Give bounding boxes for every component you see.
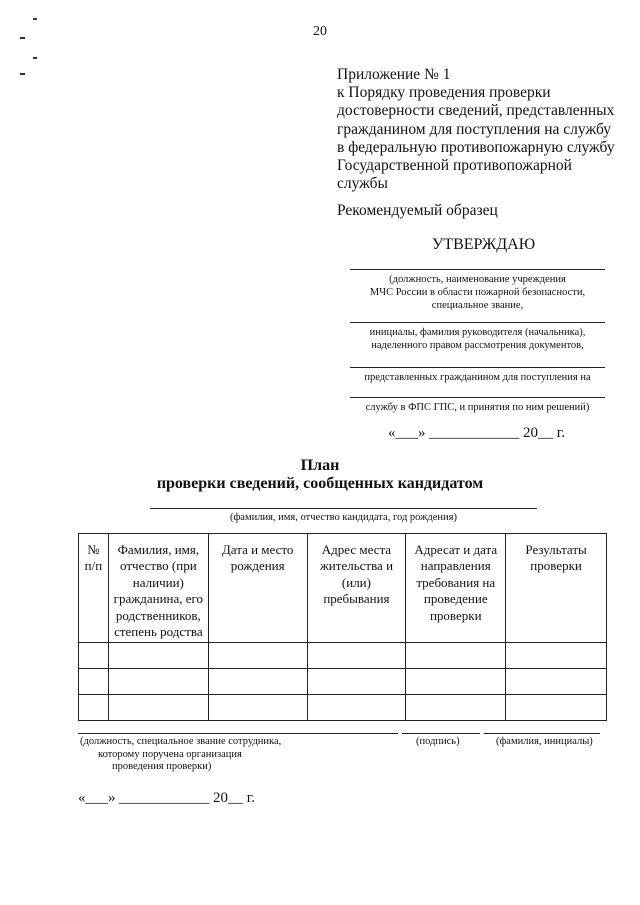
candidate-caption: (фамилия, имя, отчество кандидата, год рождения) [230, 512, 457, 523]
table-cell [208, 669, 307, 695]
table-cell [79, 669, 109, 695]
plan-subtitle: проверки сведений, сообщенных кандидатом [156, 475, 484, 492]
table-cell [406, 695, 506, 721]
table-cell [108, 695, 208, 721]
appendix-header [337, 66, 627, 193]
approval-heading: УТВЕРЖДАЮ [432, 236, 536, 253]
approval-date-line: «___» ____________ 20__ г. [388, 425, 565, 441]
approval-line [350, 322, 605, 323]
column-header-address: Адрес места жительства и (или) пребывания [307, 534, 406, 643]
column-header-number: № п/п [79, 534, 109, 643]
table-row [79, 643, 607, 669]
column-header-birth: Дата и место рождения [208, 534, 307, 643]
signature-name-line [484, 733, 600, 734]
approval-caption-position: (должность, наименование учреждения МЧС России в области пожарной безопасности, специальное звание, [369, 274, 586, 311]
approval-line [350, 397, 605, 398]
table-header-row [79, 534, 607, 643]
table-cell [406, 643, 506, 669]
signature-line [402, 733, 480, 734]
sample-label: Рекомендуемый образец [337, 202, 498, 219]
scan-mark [33, 18, 37, 20]
scan-mark [20, 73, 25, 75]
table-cell [208, 695, 307, 721]
approval-line [350, 367, 605, 368]
candidate-line [150, 508, 537, 509]
appendix-line: гражданином для поступления на службу [337, 120, 612, 138]
approval-caption-documents: представленных гражданином для поступления на [364, 372, 591, 383]
approval-caption-decisions: службу в ФПС ГПС, и принятия по ним решений) [365, 402, 590, 413]
check-plan-table [78, 533, 607, 721]
appendix-line: Приложение № 1 [337, 66, 451, 83]
column-header-results: Результаты проверки [506, 534, 607, 643]
table-cell [506, 669, 607, 695]
table-cell [406, 669, 506, 695]
signature-position-line [78, 733, 398, 734]
table-cell [108, 669, 208, 695]
signature-name-caption: (фамилия, инициалы) [496, 736, 593, 747]
scan-mark [33, 57, 37, 59]
table-row [79, 695, 607, 721]
column-header-name: Фамилия, имя, отчество (при наличии) гражданина, его родственников, степень родства [108, 534, 208, 643]
table-cell [506, 695, 607, 721]
signature-position-caption: (должность, специальное звание сотрудника, которому поручена организация проведения проверки) [80, 736, 282, 772]
table-cell [108, 643, 208, 669]
table-cell [506, 643, 607, 669]
table-cell [307, 669, 406, 695]
signature-date-line: «___» ____________ 20__ г. [78, 790, 255, 806]
approval-line [350, 269, 605, 270]
appendix-line: службы [337, 175, 388, 193]
appendix-line: Государственной противопожарной [337, 157, 572, 175]
plan-title: План [300, 457, 340, 474]
table-cell [307, 643, 406, 669]
appendix-line: достоверности сведений, представленных [337, 102, 615, 120]
appendix-line: в федеральную противопожарную службу [337, 138, 615, 156]
table-cell [208, 643, 307, 669]
table-cell [79, 643, 109, 669]
approval-caption-head: инициалы, фамилия руководителя (начальника), наделенного правом рассмотрения документов, [369, 327, 586, 351]
signature-caption: (подпись) [416, 736, 460, 747]
table-cell [79, 695, 109, 721]
table-cell [307, 695, 406, 721]
column-header-addressee: Адресат и дата направления требования на проведение проверки [406, 534, 506, 643]
table-row [79, 669, 607, 695]
page-number: 20 [313, 24, 327, 39]
appendix-line: к Порядку проведения проверки [337, 84, 551, 102]
